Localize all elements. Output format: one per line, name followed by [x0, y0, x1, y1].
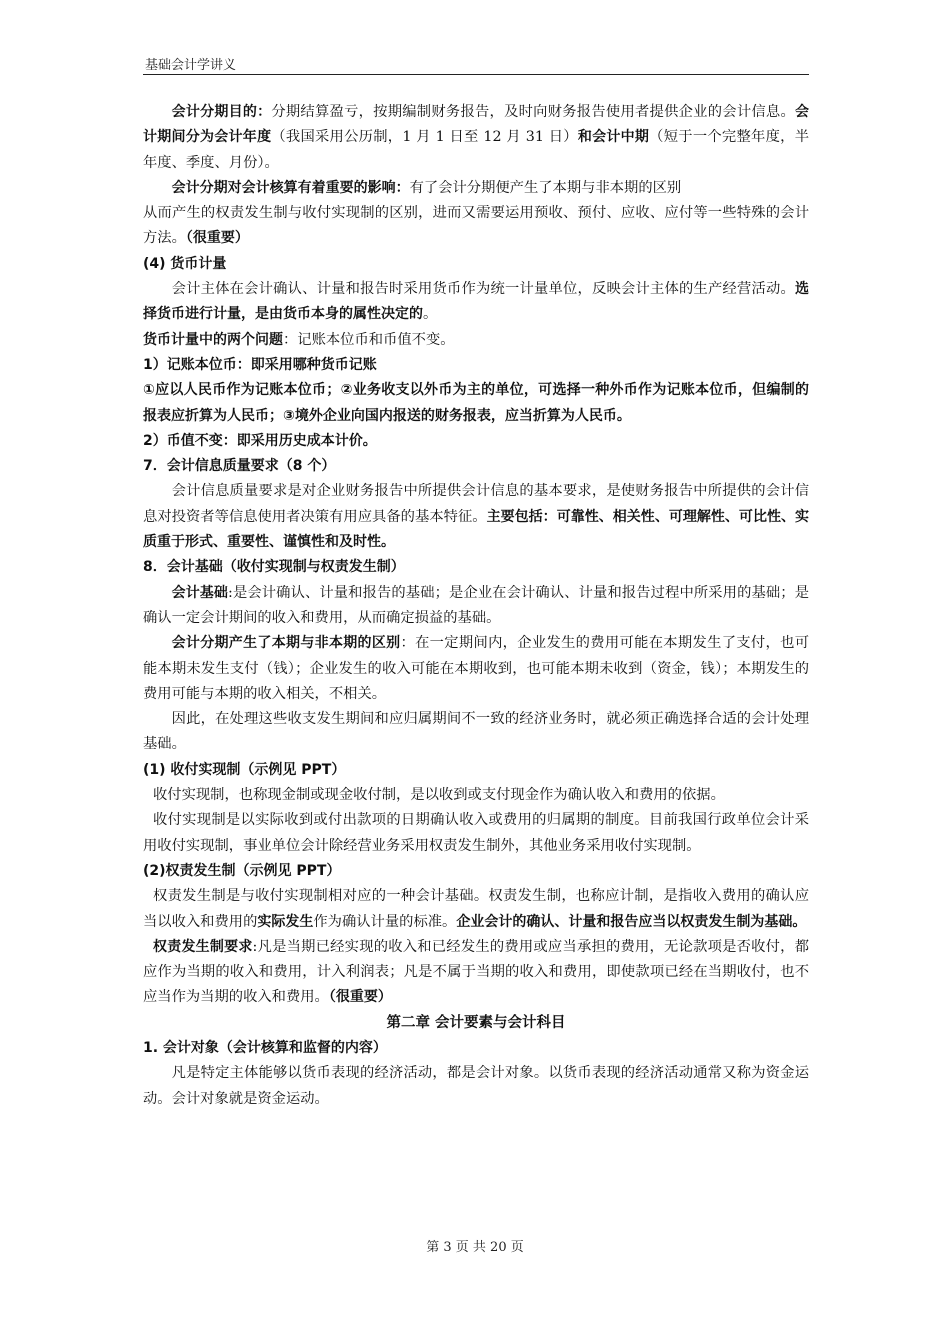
heading-cash-basis: (1) 收付实现制（示例见 PPT）	[143, 761, 346, 778]
paragraph-period-impact: 会计分期对会计核算有着重要的影响：有了会计分期便产生了本期与非本期的区别	[171, 179, 682, 196]
paragraph-cash-basis-1: 收付实现制，也称现金制或现金收付制，是以收到或支付现金作为确认收入和费用的依据。	[153, 787, 725, 804]
paragraph-period-impact-cont: 从而产生的权责发生制与收付实现制的区别，进而又需要运用预收、预付、应收、应付等一些特殊的会计方法。（很重要）	[143, 205, 809, 247]
page-header	[143, 52, 809, 75]
paragraph-accrual-requirement: 权责发生制要求:凡是当期已经实现的收入和已经发生的费用或应当承担的费用，无论款项是否收付，都应作为当期的收入和费用，计入利润表；凡是不属于当期的收入和费用，即使款项已经在当期收付，也不应当作为当期的收入和费用。（很重要）	[143, 938, 809, 1006]
paragraph-accounting-basis: 会计基础:是会计确认、计量和报告的基础；是企业在会计确认、计量和报告过程中所采用的基础；是确认一定会计期间的收入和费用，从而确定损益的基础。	[143, 584, 809, 626]
paragraph-accounting-object: 凡是特定主体能够以货币表现的经济活动，都是会计对象。以货币表现的经济活动通常又称为资金运动。会计对象就是资金运动。	[143, 1065, 809, 1107]
heading-accounting-basis: 8．会计基础（收付实现制与权责发生制）	[143, 559, 405, 576]
paragraph-two-issues: 货币计量中的两个问题：记账本位币和币值不变。	[143, 331, 455, 348]
paragraph-cash-basis-2: 收付实现制是以实际收到或付出款项的日期确认收入或费用的归属期的制度。目前我国行政单位会计采用收付实现制，事业单位会计除经营业务采用权责发生制外，其他业务采用收付实现制。	[143, 812, 809, 854]
heading-accounting-object: 1. 会计对象（会计核算和监督的内容）	[143, 1039, 387, 1056]
heading-accrual-basis: (2)权责发生制（示例见 PPT）	[143, 862, 341, 879]
paragraph-quality-requirements: 会计信息质量要求是对企业财务报告中所提供会计信息的基本要求，是使财务报告中所提供的会计信息对投资者等信息使用者决策有用应具备的基本特征。主要包括：可靠性、相关性、可理解性、可比性、实质重于形式、重要性、谨慎性和及时性。	[143, 483, 810, 551]
paragraph-accounting-period: 会计分期目的：分期结算盈亏，按期编制财务报告，及时向财务报告使用者提供企业的会计信息。会计期间分为会计年度（我国采用公历制，1 月 1 日至 12 月 31 日）和会计中期（短于一个完整年度，半年度、季度、月份）。	[143, 104, 810, 171]
paragraph-therefore: 因此，在处理这些收支发生期间和应归属期间不一致的经济业务时，就必须正确选择合适的会计处理基础。	[143, 711, 809, 753]
header-title: 基础会计学讲义	[145, 58, 237, 73]
paragraph-period-difference: 会计分期产生了本期与非本期的区别：在一定期间内，企业发生的费用可能在本期发生了支付，也可能本期未发生支付（钱）；企业发生的收入可能在本期收到，也可能本期未收到（资金，钱）；本期发生的费用可能与本期的收入相关，不相关。	[143, 635, 809, 702]
paragraph-currency-rules: ①应以人民币作为记账本位币；②业务收支以外币为主的单位，可选择一种外币作为记账本位币，但编制的报表应折算为人民币；③境外企业向国内报送的财务报表，应当折算为人民币。	[143, 382, 809, 424]
page-number: 第 3 页 共 20 页	[426, 1240, 524, 1255]
document-body	[143, 100, 809, 1112]
heading-monetary-measurement: (4) 货币计量	[143, 255, 227, 272]
heading-functional-currency: 1）记账本位币：即采用哪种货币记账	[143, 356, 377, 373]
heading-quality-requirements: 7．会计信息质量要求（8 个）	[143, 458, 336, 475]
heading-stable-value: 2）币值不变：即采用历史成本计价。	[143, 432, 377, 449]
paragraph-monetary-measurement: 会计主体在会计确认、计量和报告时采用货币作为统一计量单位，反映会计主体的生产经营活动。选择货币进行计量，是由货币本身的属性决定的。	[143, 281, 809, 323]
chapter-title: 第二章 会计要素与会计科目	[386, 1014, 566, 1031]
paragraph-accrual-basis: 权责发生制是与收付实现制相对应的一种会计基础。权责发生制，也称应计制，是指收入费用的确认应当以收入和费用的实际发生作为确认计量的标准。企业会计的确认、计量和报告应当以权责发生制为基础。	[143, 888, 809, 930]
